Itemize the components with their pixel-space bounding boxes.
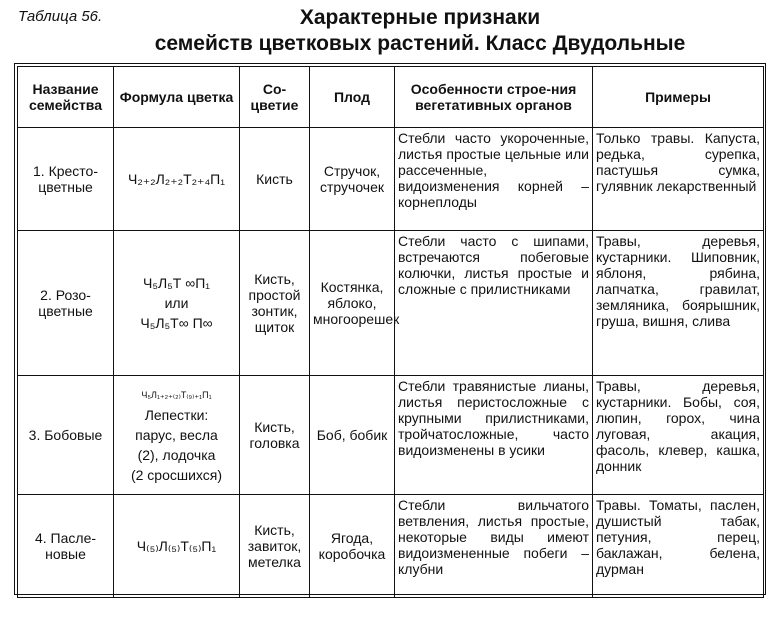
title-line-2: семейств цветковых растений. Класс Двудольные bbox=[154, 32, 686, 55]
cell-formula bbox=[114, 231, 240, 376]
cell-formula bbox=[114, 376, 240, 495]
table-caption: Таблица 56. bbox=[18, 8, 103, 25]
formula-line: Лепестки: bbox=[144, 407, 209, 423]
cell-examples: Травы, деревья, кустарники. Шиповник, яблоня, рябина, лапчатка, гравилат, земляника, боярышник, груша, вишня, слива bbox=[593, 231, 764, 376]
formula-line: Ч₅Л₅Т∞ П∞ bbox=[140, 315, 213, 331]
cell-inflorescence: Кисть, завиток, метелка bbox=[240, 495, 310, 598]
formula-line: Ч₂₊₂Л₂₊₂Т₂₊₄П₁ bbox=[128, 171, 225, 187]
formula-line: Ч₍₅₎Л₍₅₎Т₍₅₎П₁ bbox=[136, 538, 217, 554]
families-table bbox=[17, 66, 764, 598]
cell-inflorescence: Кисть, простой зонтик, щиток bbox=[240, 231, 310, 376]
cell-examples: Травы, деревья, кустарники. Бобы, соя, люпин, горох, чина луговая, акация, фасоль, клевер, кашка, донник bbox=[593, 376, 764, 495]
cell-family: 1. Кресто-цветные bbox=[18, 128, 114, 231]
header-family: Название семейства bbox=[18, 67, 114, 128]
header-fruit: Плод bbox=[310, 67, 395, 128]
cell-features: Стебли травянистые лианы, листья перистосложные с крупными прилистниками, тройчатосложные, часто видоизменены в усики bbox=[395, 376, 593, 495]
cell-features: Стебли вильчатого ветвления, листья простые, некоторые виды имеют видоизмененные побеги – клубни bbox=[395, 495, 593, 598]
cell-examples: Только травы. Капуста, редька, сурепка, пастушья сумка, гулявник лекарственный bbox=[593, 128, 764, 231]
formula-line: или bbox=[164, 295, 189, 311]
header-row bbox=[18, 67, 764, 128]
table-row bbox=[18, 376, 764, 495]
formula-line: (2 сросшихся) bbox=[130, 467, 223, 483]
formula-line: (2), лодочка bbox=[137, 447, 216, 463]
cell-fruit: Ягода, коробочка bbox=[310, 495, 395, 598]
header-features: Особенности строе-ния вегетативных органов bbox=[395, 67, 593, 128]
cell-features: Стебли часто с шипами, встречаются побеговые колючки, листья простые и сложные с прилистниками bbox=[395, 231, 593, 376]
table-row bbox=[18, 128, 764, 231]
cell-examples: Травы. Томаты, паслен, душистый табак, петуния, перец, баклажан, белена, дурман bbox=[593, 495, 764, 598]
formula-line: Ч₅Л₅Т ∞П₁ bbox=[142, 275, 210, 291]
cell-formula bbox=[114, 495, 240, 598]
cell-family: 2. Розо-цветные bbox=[18, 231, 114, 376]
cell-fruit: Стручок, стручочек bbox=[310, 128, 395, 231]
formula-line: Ч₅Л₁₊₂₊₍₂₎Т₍₉₎₊₁П₁ bbox=[141, 390, 212, 400]
cell-inflorescence: Кисть, головка bbox=[240, 376, 310, 495]
cell-fruit: Боб, бобик bbox=[310, 376, 395, 495]
cell-family: 4. Пасле-новые bbox=[18, 495, 114, 598]
cell-features: Стебли часто укороченные, листья простые цельные или рассеченные, видоизменения корней – корнеплоды bbox=[395, 128, 593, 231]
header-inflorescence: Со-цветие bbox=[240, 67, 310, 128]
title-line-1: Характерные признаки bbox=[299, 6, 541, 29]
header-examples: Примеры bbox=[593, 67, 764, 128]
header-formula: Формула цветка bbox=[114, 67, 240, 128]
cell-fruit: Костянка, яблоко, многоорешек bbox=[310, 231, 395, 376]
cell-family: 3. Бобовые bbox=[18, 376, 114, 495]
table-row bbox=[18, 495, 764, 598]
table-row bbox=[18, 231, 764, 376]
page-title bbox=[100, 5, 740, 57]
formula-line: парус, весла bbox=[135, 427, 218, 443]
cell-formula bbox=[114, 128, 240, 231]
cell-inflorescence: Кисть bbox=[240, 128, 310, 231]
